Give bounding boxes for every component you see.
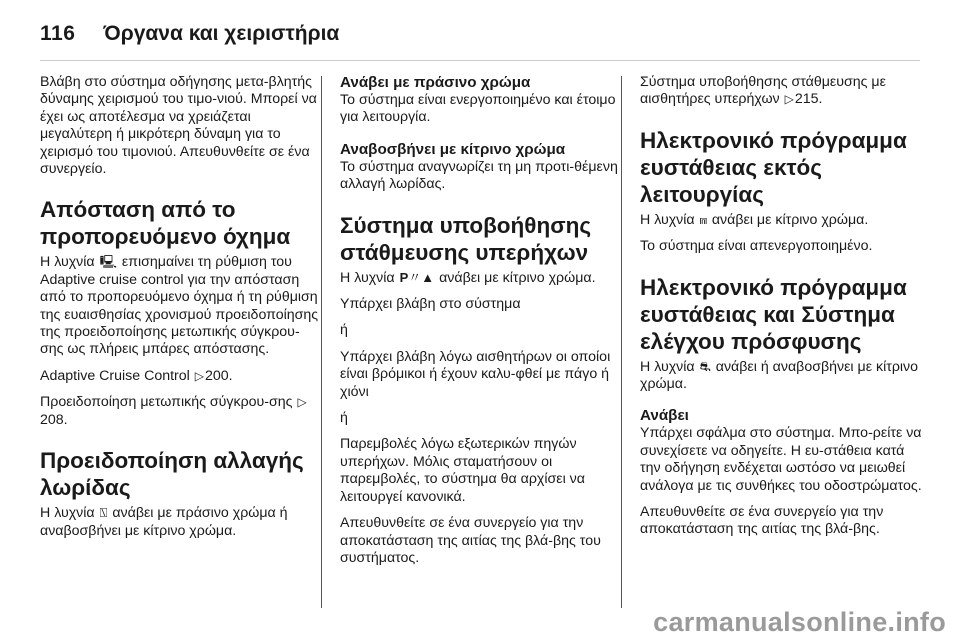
page-header [40, 14, 920, 54]
page-ref-arrow-icon: ▷ [194, 368, 205, 383]
heading-flash-yellow: Αναβοσβήνει με κίτρινο χρώμα [340, 140, 566, 158]
vehicle-distance-icon: 🖳 [99, 254, 117, 270]
heading-esp-tc: Ηλεκτρονικό πρόγραμμα ευστάθειας και Σύστημα ελέγχου πρόσφυσης [640, 274, 907, 354]
heading-parking-assist: Σύστημα υποβοήθησης στάθμευσης υπερήχων [340, 212, 592, 265]
column-2 [340, 66, 622, 576]
heading-distance: Απόσταση από το προπορευόμενο όχημα [40, 197, 291, 250]
page-ref-arrow-icon: ▷ [784, 92, 794, 107]
esp-off-icon: ⩎ [699, 211, 707, 227]
esp-off-state: Το σύστημα είναι απενεργοποιημένο. [640, 238, 873, 255]
heading-esp-off: Ηλεκτρονικό πρόγραμμα ευστάθειας εκτός λειτουργίας [640, 127, 907, 207]
parking-assist-icon: P〃▲ [399, 269, 435, 285]
column-3 [640, 66, 922, 548]
watermark: carmanualsonline.info [653, 607, 946, 637]
pdc-reference: Σύστημα υποβοήθησης στάθμευσης με αισθητήρες υπερήχων ▷215. [640, 74, 886, 108]
distance-text: Η λυχνία 🖳 επισημαίνει τη ρύθμιση του Adaptive cruise control για την απόσταση από το προπορευόμενο όχημα ή τη ρύθμιση της ευαισθησίας χρονισμού προειδοποίησης της προειδοποίησης μετωπικής σύγκρου-σης ως πλήρεις μπάρες απόστασης. [40, 254, 319, 358]
lane-text: Η λυχνία ⍂ ανάβει με πράσινο χρώμα ή αναβοσβήνει με κίτρινο χρώμα. [40, 505, 288, 539]
fcw-page-ref[interactable]: 208. [40, 411, 68, 428]
esp-off-text: Η λυχνία ⩎ ανάβει με κίτρινο χρώμα. [640, 211, 869, 228]
fault-1: Υπάρχει βλάβη στο σύστημα [340, 296, 521, 313]
acc-page-ref[interactable]: 200. [205, 367, 233, 384]
page-ref-arrow-icon: ▷ [297, 395, 307, 410]
green-text: Το σύστημα είναι ενεργοποιημένο και έτοιμο για λειτουργία. [340, 92, 616, 126]
section-title: Όργανα και χειριστήρια [103, 22, 340, 45]
pdc-text: Η λυχνία P〃▲ ανάβει με κίτρινο χρώμα. [340, 269, 596, 286]
lane-departure-icon: ⍂ [99, 505, 108, 521]
fault-2: Υπάρχει βλάβη λόγω αισθητήρων οι οποίοι είναι βρόμικοι ή έχουν καλυ-φθεί με πάγο ή χιόνι [340, 348, 611, 400]
skid-car-icon: ⛐ [699, 358, 711, 374]
steering-fault-text: Βλάβη στο σύστημα οδήγησης μετα-βλητής δύναμης χειρισμού του τιμο-νιού. Μπορεί να έχει ως αποτέλεσμα να χρειάζεται μεγαλύτερη ή μικρότερη δύναμη για το χειρισμό του τιμονιού. Απευθυνθείτε σε ένα συνεργείο. [40, 74, 317, 178]
yellow-text: Το σύστημα αναγνωρίζει τη μη προτι-θέμενη αλλαγή λωρίδας. [340, 158, 618, 193]
heading-lane-departure: Προειδοποίηση αλλαγής λωρίδας [40, 448, 304, 501]
column-1 [40, 66, 322, 549]
fault-3: Παρεμβολές λόγω εξωτερικών πηγών υπερήχων. Μόλις σταματήσουν οι παρεμβολές, το σύστημα θα αρχίσει να λειτουργεί κανονικά. [340, 436, 585, 505]
or-2: ή [340, 410, 348, 427]
heading-lit: Ανάβει [640, 407, 689, 425]
lit-text: Υπάρχει σφάλμα στο σύστημα. Μπο-ρείτε να συνεχίσετε να οδηγείτε. Η ευ-στάθεια κατά την οδήγηση ενδέχεται ωστόσο να μειωθεί ανάλογα με τις συνθήκες του οδοστρώματος. [640, 425, 922, 494]
esp-tc-text: Η λυχνία ⛐ ανάβει ή αναβοσβήνει με κίτρινο χρώμα. [640, 358, 919, 393]
workshop-text: Απευθυνθείτε σε ένα συνεργείο για την αποκατάσταση της αιτίας της βλά-βης του συστήματος. [340, 515, 601, 566]
heading-lit-green: Ανάβει με πράσινο χρώμα [340, 74, 531, 91]
fcw-reference: Προειδοποίηση μετωπικής σύγκρου-σης ▷208. [40, 394, 307, 428]
page-number: 116 [40, 22, 76, 45]
or-1: ή [340, 322, 348, 339]
pdc-page-ref[interactable]: 215. [794, 91, 823, 108]
lit-workshop: Απευθυνθείτε σε ένα συνεργείο για την αποκατάσταση της αιτίας της βλά-βης. [640, 504, 884, 538]
acc-reference: Adaptive Cruise Control ▷200. [40, 367, 233, 384]
header-divider [40, 60, 920, 61]
